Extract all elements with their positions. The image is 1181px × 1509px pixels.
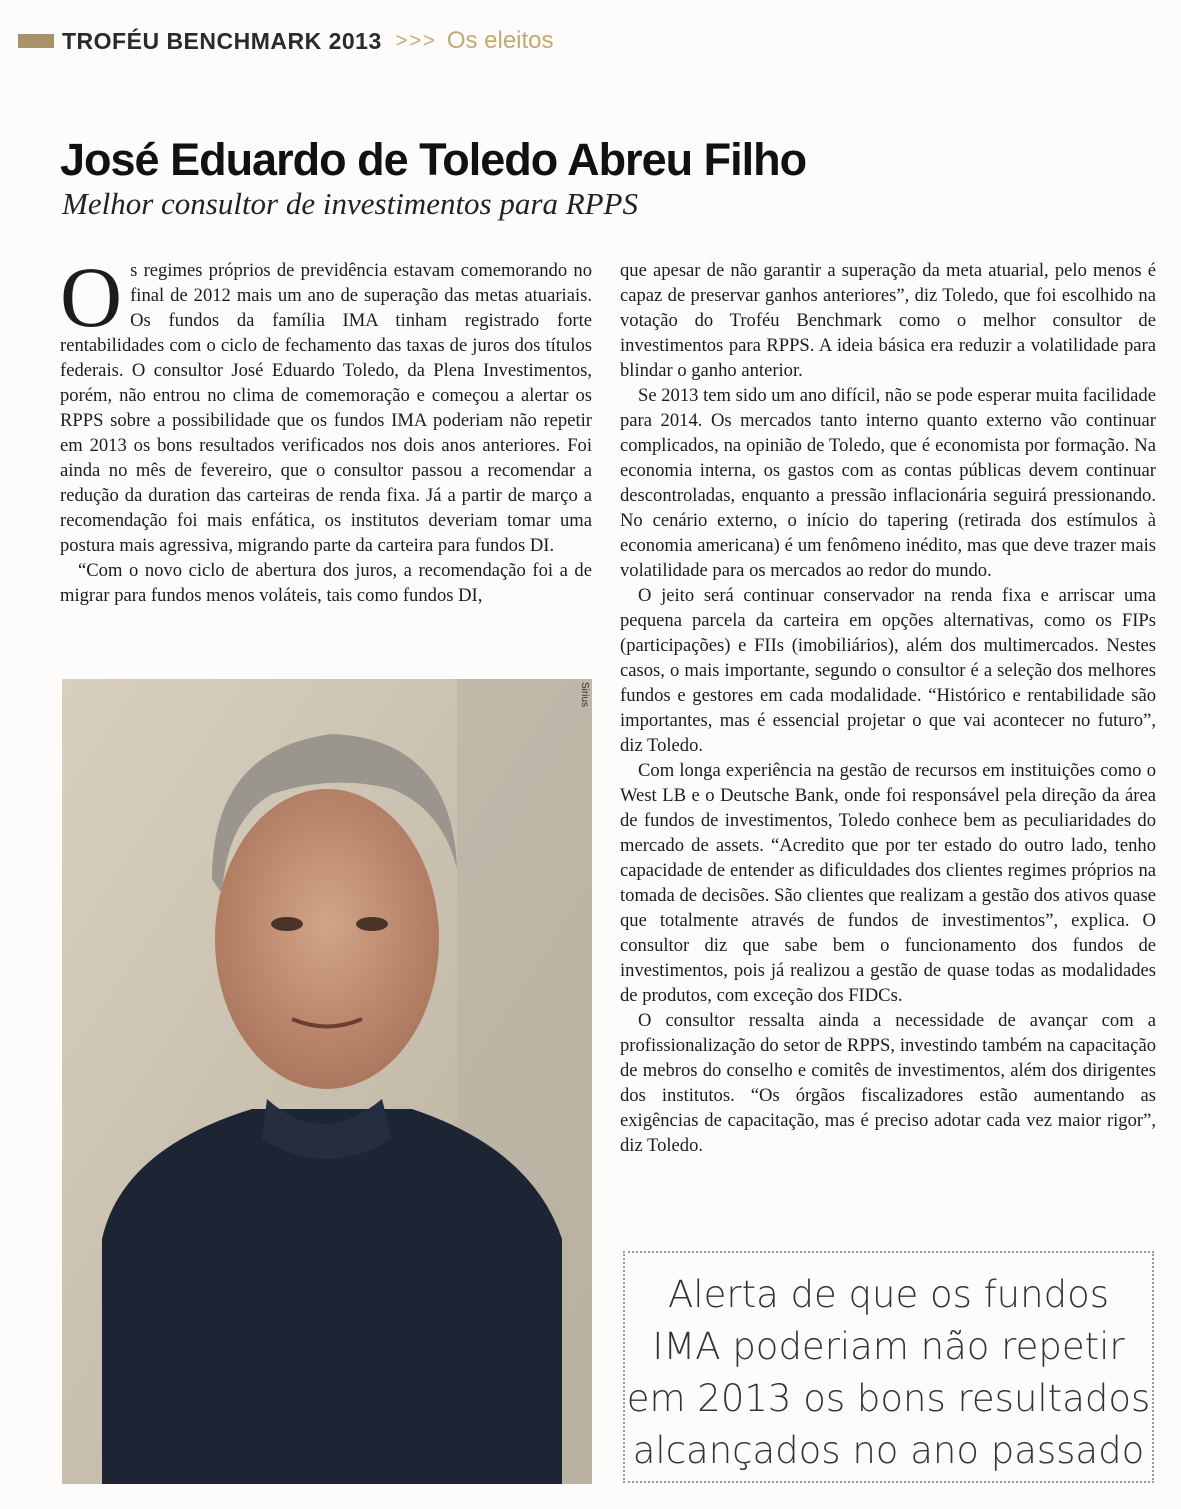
portrait-image	[62, 679, 592, 1484]
paragraph: Com longa experiência na gestão de recursos em instituições como o West LB e o Deutsche Bank, onde foi responsável pela direção da área de fundos de investimentos, Toledo conhece bem as peculiaridades do mercado de assets. “Acredito que por ter estado do outro lado, tenho capacidade de entender as dificuldades dos clientes regimes próprios na tomada de decisões. São clientes que realizam a gestão dos ativos quase que totalmente através de fundos de investimentos”, explica. O consultor diz que sabe bem o funcionamento dos fundos de investimentos, pois já realizou a gestão de quase todas as modalidades de produtos, com exceção dos FIDCs.	[620, 760, 1156, 1006]
portrait-photo	[62, 679, 592, 1484]
photo-credit: Sirius	[579, 682, 590, 708]
article-title: José Eduardo de Toledo Abreu Filho	[60, 134, 807, 185]
pull-quote-line: em 2013 os bons resultados	[626, 1377, 1151, 1420]
section-subtitle: Os eleitos	[446, 27, 554, 54]
paragraph: O consultor ressalta ainda a necessidade de avançar com a profissionalização do setor de RPPS, investindo também na capacitação de mebros do conselho e comitês de investimentos, além dos dirigentes dos institutos. “Os órgãos fiscalizadores estão aumentando as exigências de capacitação, mas é preciso adotar cada vez maior rigor”, diz Toledo.	[620, 1010, 1156, 1156]
section-header	[18, 24, 554, 58]
pull-quote-line: alcançados no ano passado	[632, 1429, 1145, 1472]
paragraph: Se 2013 tem sido um ano difícil, não se pode esperar muita facilidade para 2014. Os mercados tanto interno quanto externo vão continuar complicados, na opinião de Toledo, que é economista por formação. Na economia interna, os gastos com as contas públicas devem continuar descontroladas, enquanto a pressão inflacionária seguirá pressionando. No cenário externo, o início do tapering (retirada dos estímulos à economia americana) é um fenômeno inédito, mas que deve trazer mais volatilidade para os mercados ao redor do mundo.	[620, 385, 1156, 581]
paragraph: “Com o novo ciclo de abertura dos juros, a recomendação foi a de migrar para fundos menos voláteis, tais como fundos DI,	[60, 560, 592, 606]
left-column	[60, 249, 592, 608]
section-name: TROFÉU BENCHMARK 2013	[62, 27, 382, 54]
paragraph	[60, 249, 592, 558]
article-subtitle: Melhor consultor de investimentos para RPPS	[62, 186, 638, 221]
paragraph: que apesar de não garantir a superação da meta atuarial, pelo menos é capaz de preservar ganhos anteriores”, diz Toledo, que foi escolhido na votação do Troféu Benchmark como o melhor consultor de investimentos para RPPS. A ideia básica era reduzir a volatilidade para blindar o ganho anterior.	[620, 260, 1156, 381]
header-arrows: >>>	[395, 29, 437, 52]
drop-cap: O	[60, 249, 123, 345]
pull-quote-line: IMA poderiam não repetir	[652, 1325, 1125, 1368]
paragraph-text: s regimes próprios de previdência estavam comemorando no final de 2012 mais um ano de superação das metas atuariais. Os fundos da família IMA tinham registrado forte rentabilidades com o ciclo de fechamento das taxas de juros dos títulos federais. O consultor José Eduardo Toledo, da Plena Investimentos, porém, não entrou no clima de comemoração e começou a alertar os RPPS sobre a possibilidade que os fundos IMA poderiam não repetir em 2013 os bons resultados verificados nos dois anos anteriores. Foi ainda no mês de fevereiro, que o consultor passou a recomendar a redução da duration das carteiras de renda fixa. Já a partir de março a recomendação foi mais enfática, os institutos deveriam tomar uma postura mais agressiva, migrando parte da carteira para fundos DI.	[60, 260, 592, 556]
pull-quote-line: Alerta de que os fundos	[668, 1273, 1109, 1316]
paragraph: O jeito será continuar conservador na renda fixa e arriscar uma pequena parcela da carteira em opções alternativas, como os FIPs (participações) e FIIs (imobiliários), além dos multimercados. Nestes casos, o mais importante, segundo o consultor é a seleção dos melhores fundos e gestores em cada modalidade. “Histórico e rentabilidade são importantes, mas é essencial projetar o que vai acontecer no futuro”, diz Toledo.	[620, 585, 1156, 756]
pull-quote-box	[623, 1251, 1154, 1483]
section-marker	[18, 34, 54, 48]
pull-quote	[625, 1269, 1152, 1477]
right-column	[620, 258, 1156, 1158]
